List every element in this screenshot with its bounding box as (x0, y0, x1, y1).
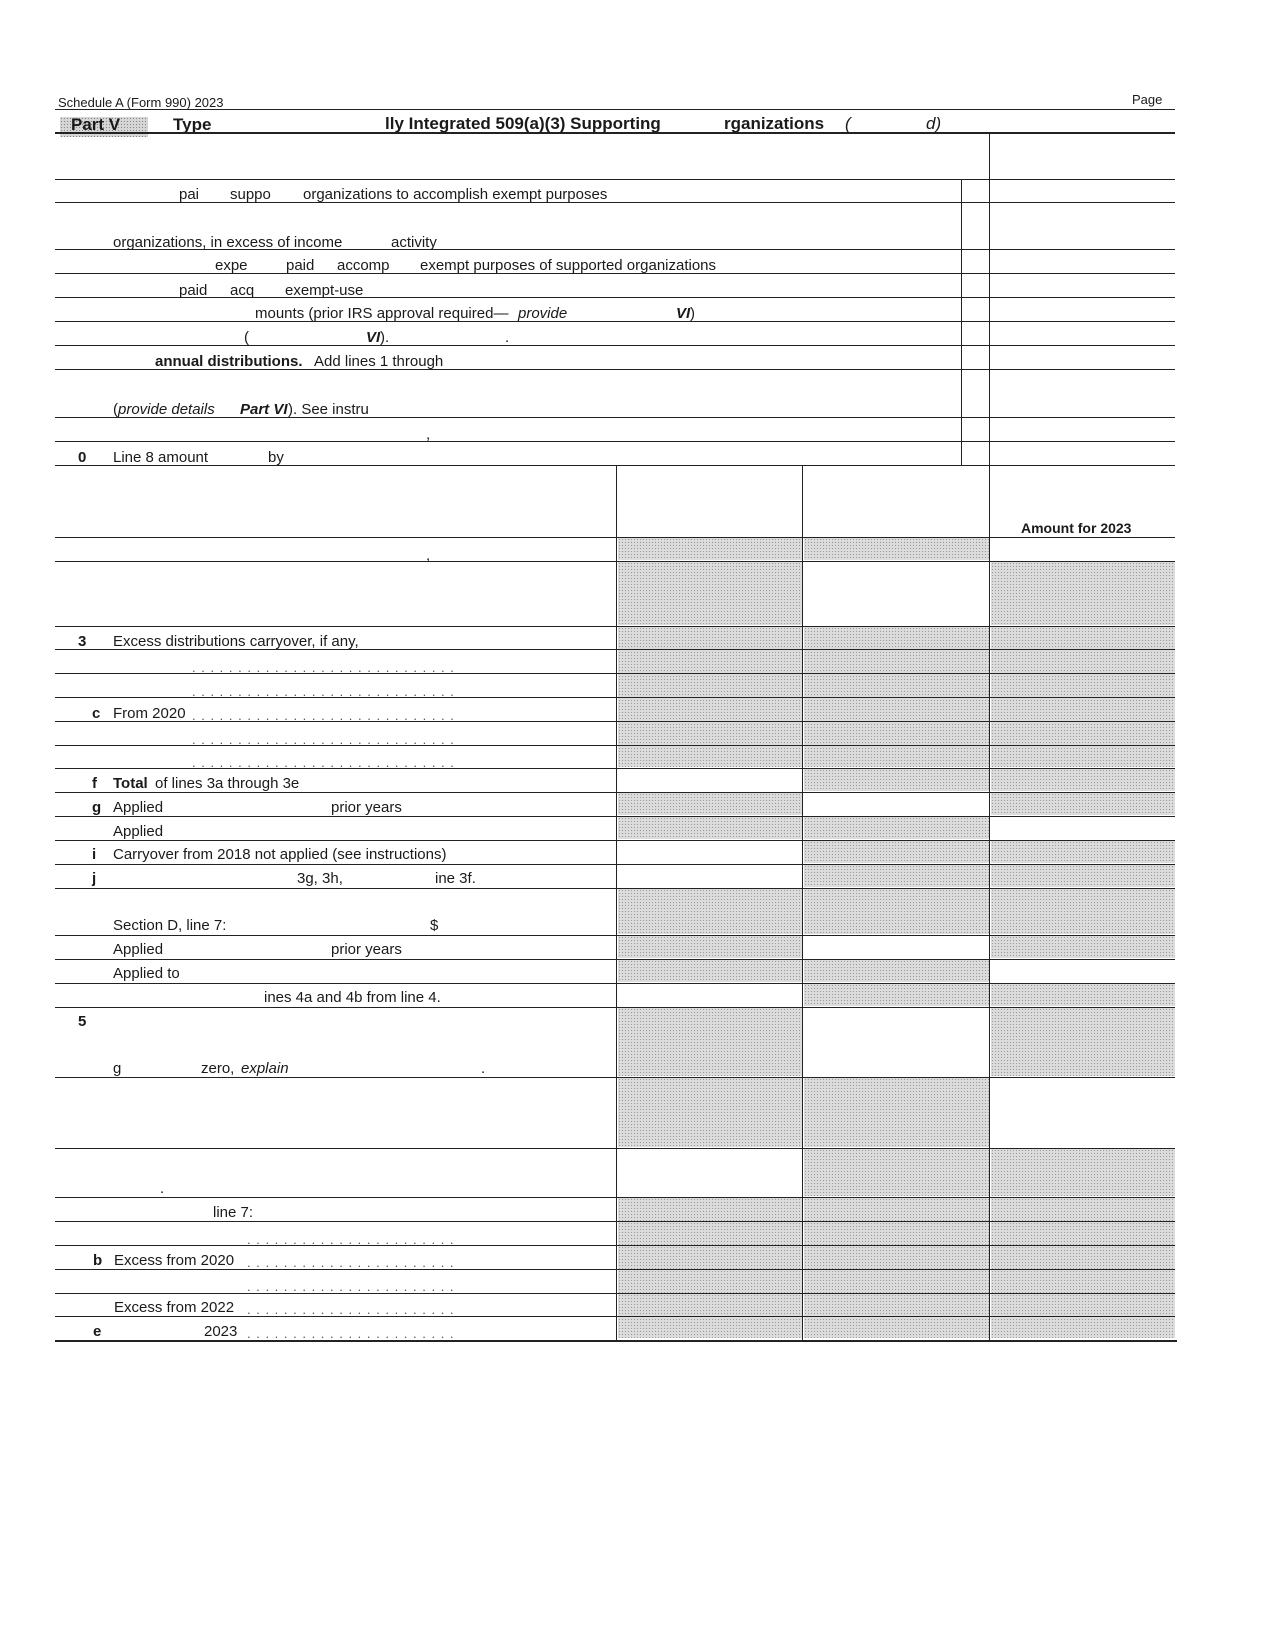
line7-b: Add lines 1 through (314, 353, 444, 370)
shade-r3h-c1 (618, 817, 802, 839)
page-label: Page (1132, 92, 1163, 107)
r3a-dots: . . . . . . . . . . . . . . . . . . . . . . . . . . . . . (192, 660, 455, 675)
line5-b: provide (518, 305, 568, 322)
line10-b: by (268, 449, 284, 466)
sec-d-rule-6 (55, 1148, 1175, 1149)
line1-a: pai (179, 186, 200, 203)
shade-r8-c1 (618, 1198, 802, 1338)
sec-c-line-number-col-divider (961, 179, 962, 465)
r4c-text: ines 4a and 4b from line 4. (264, 989, 441, 1006)
shade-r4c-c2 (804, 984, 989, 1006)
r3c-letter: c (92, 705, 101, 722)
sec-d-col1-divider (616, 465, 617, 1340)
shade-r3g-c1 (618, 793, 802, 815)
shade-r3i-c2 (804, 841, 989, 863)
part-title-paren-open: ( (845, 114, 851, 133)
line10-a: Line 8 amount (113, 449, 209, 466)
shade-r3f-c3 (991, 769, 1175, 791)
shade-r4c-c3 (991, 984, 1175, 1006)
shade-r3g-c3 (991, 793, 1175, 815)
shade-r7-c2 (804, 1149, 989, 1196)
r3-number: 3 (78, 633, 87, 650)
part-title-2: rganizations (724, 114, 825, 133)
r8c-dots: . . . . . . . . . . . . . . . . . . . . . . . (247, 1279, 455, 1294)
r5-number: 5 (78, 1013, 87, 1030)
shade-r8-c3 (991, 1198, 1175, 1338)
line6-a: ( (244, 329, 249, 346)
line8-a: ( (113, 401, 118, 418)
part-type-word: Type (173, 115, 212, 134)
part-title: lly Integrated 509(a)(3) Supporting (385, 114, 661, 133)
part-label: Part V (71, 115, 121, 134)
sec-d-col2-divider (802, 465, 803, 1340)
line6-d: . (505, 329, 510, 346)
line4-b: acq (230, 282, 255, 299)
r3j-a: 3g, 3h, (297, 870, 343, 887)
line8-b: provide details (118, 401, 215, 418)
sec-c-rule-10 (55, 465, 1175, 466)
header-rule (55, 109, 1175, 110)
line3-d: exempt purposes of supported organizations (420, 257, 717, 274)
line5-a: mounts (prior IRS approval required— (255, 305, 509, 322)
sec-c-rule-4 (55, 297, 1175, 298)
r4b-text: Applied to (113, 965, 180, 982)
line4-a: paid (179, 282, 208, 299)
r8-text: line 7: (213, 1204, 254, 1221)
shade-r5-c1 (618, 1008, 802, 1076)
shade-r2-c3 (991, 562, 1175, 625)
sec-d-rule-2 (55, 626, 1175, 627)
r3h-text: Applied (113, 823, 164, 840)
r8e-dots: . . . . . . . . . . . . . . . . . . . . . . . (247, 1326, 455, 1341)
part-title-rule (55, 132, 1175, 134)
shade-r4b-c2 (804, 960, 989, 982)
r5-c: explain (241, 1060, 289, 1077)
sec-d-rule-header (55, 537, 1175, 538)
shade-r1-c2 (804, 538, 989, 560)
sec-d-rule-3j (55, 888, 1175, 889)
line10-number: 0 (78, 449, 87, 466)
line8-c: Part VI (240, 401, 288, 418)
r5-d: . (481, 1060, 486, 1077)
r3f-text: of lines 3a through 3e (155, 775, 300, 792)
sec-d-rule-1 (55, 561, 1175, 562)
sec-c-rule-0 (55, 179, 1175, 180)
r3d-dots: . . . . . . . . . . . . . . . . . . . . . . . . . . . . . (192, 732, 455, 747)
sec-c-rule-9 (55, 441, 1175, 442)
line1-c: organizations to accomplish exempt purposes (303, 186, 608, 203)
shade-r6-c1 (618, 1078, 802, 1147)
r4a-b: prior years (331, 941, 402, 958)
r4-a: Section D, line 7: (113, 917, 227, 934)
r8d-dots: . . . . . . . . . . . . . . . . . . . . . . . (247, 1302, 455, 1317)
shade-r5-c3 (991, 1008, 1175, 1076)
shade-r3j-c3 (991, 865, 1175, 887)
shade-r3f-c2 (804, 769, 989, 791)
part-title-paren-close: d) (926, 114, 942, 133)
sec-d-rule-4a (55, 959, 1175, 960)
r3i-letter: i (92, 846, 97, 863)
shade-r3h-c2 (804, 817, 989, 839)
r3g-letter: g (92, 799, 102, 816)
r4-b: $ (430, 917, 439, 934)
sec-c-rule-6 (55, 345, 1175, 346)
r3c-text: From 2020 (113, 705, 186, 722)
sec-d-rule-3g (55, 816, 1175, 817)
line3-b: paid (286, 257, 315, 274)
r7-dot: . (160, 1180, 165, 1197)
line4-c: exempt-use (285, 282, 364, 299)
sec-d-rule-4c (55, 1007, 1175, 1008)
r5-a: g (113, 1060, 122, 1077)
shade-r4-c2 (804, 889, 989, 934)
sec-d-rule-4 (55, 935, 1175, 936)
shade-r6-c2 (804, 1078, 989, 1147)
line6-c: ). (380, 329, 390, 346)
line5-c: VI (676, 305, 691, 322)
r3j-letter: j (92, 870, 97, 887)
r3e-dots: . . . . . . . . . . . . . . . . . . . . . . . . . . . . . (192, 755, 455, 770)
shade-r4a-c1 (618, 936, 802, 958)
r3c-dots: . . . . . . . . . . . . . . . . . . . . . . . . . . . . . (192, 708, 455, 723)
line9-comma: , (426, 426, 431, 443)
line2-b: activity (391, 234, 437, 251)
r8a-dots: . . . . . . . . . . . . . . . . . . . . . . . (247, 1232, 455, 1247)
sec-c-current-col-divider (989, 132, 990, 465)
line6-b: VI (366, 329, 381, 346)
shade-r7-c3 (991, 1149, 1175, 1196)
shade-r2-c1 (618, 562, 802, 625)
shade-r4b-c1 (618, 960, 802, 982)
r3j-b: ine 3f. (435, 870, 476, 887)
r3f-bold: Total (113, 775, 148, 792)
shade-r1-c1 (618, 538, 802, 560)
line7-a: annual distributions. (155, 353, 303, 370)
line3-c: accomp (337, 257, 390, 274)
r3f-letter: f (92, 775, 97, 792)
line8-d: ). See instru (288, 401, 369, 418)
shade-r8-c2 (804, 1198, 989, 1338)
r8b-text: Excess from 2020 (114, 1252, 235, 1269)
sec-d-rule-8a (55, 1245, 1175, 1246)
r8b-letter: b (93, 1252, 103, 1269)
line2-a: organizations, in excess of income (113, 234, 343, 251)
r8e-text: 2023 (204, 1323, 238, 1340)
r8b-dots: . . . . . . . . . . . . . . . . . . . . . . . (247, 1255, 455, 1270)
r3b-dots: . . . . . . . . . . . . . . . . . . . . . . . . . . . . . (192, 684, 455, 699)
line3-a: expe (215, 257, 248, 274)
sec-d-rule-8c (55, 1293, 1175, 1294)
sec-c-rule-5 (55, 321, 1175, 322)
r1-comma: , (426, 547, 431, 564)
shade-r3i-c3 (991, 841, 1175, 863)
shade-r4a-c3 (991, 936, 1175, 958)
shade-r4-c3 (991, 889, 1175, 934)
col-header-amount-2023: Amount for 2023 (1021, 520, 1132, 536)
r8d-text: Excess from 2022 (114, 1299, 235, 1316)
r5-b: zero, (201, 1060, 235, 1077)
sec-c-rule-1 (55, 202, 1175, 203)
r3i-text: Carryover from 2018 not applied (see instructions) (113, 846, 447, 863)
r8e-letter: e (93, 1323, 102, 1340)
sec-d-rule-3h (55, 840, 1175, 841)
sec-d-rule-7 (55, 1197, 1175, 1198)
sec-d-rule-4b (55, 983, 1175, 984)
form-name: Schedule A (Form 990) 2023 (58, 95, 224, 110)
r3g-b: prior years (331, 799, 402, 816)
r3-text: Excess distributions carryover, if any, (113, 633, 359, 650)
r4a-a: Applied (113, 941, 164, 958)
line5-d: ) (690, 305, 695, 322)
shade-r3j-c2 (804, 865, 989, 887)
shade-r4-c1 (618, 889, 802, 934)
r3g-a: Applied (113, 799, 164, 816)
line1-b: suppo (230, 186, 271, 203)
sec-c-rule-8 (55, 417, 1175, 418)
sec-d-rule-3i (55, 864, 1175, 865)
sec-d-col3-divider (989, 465, 990, 1340)
